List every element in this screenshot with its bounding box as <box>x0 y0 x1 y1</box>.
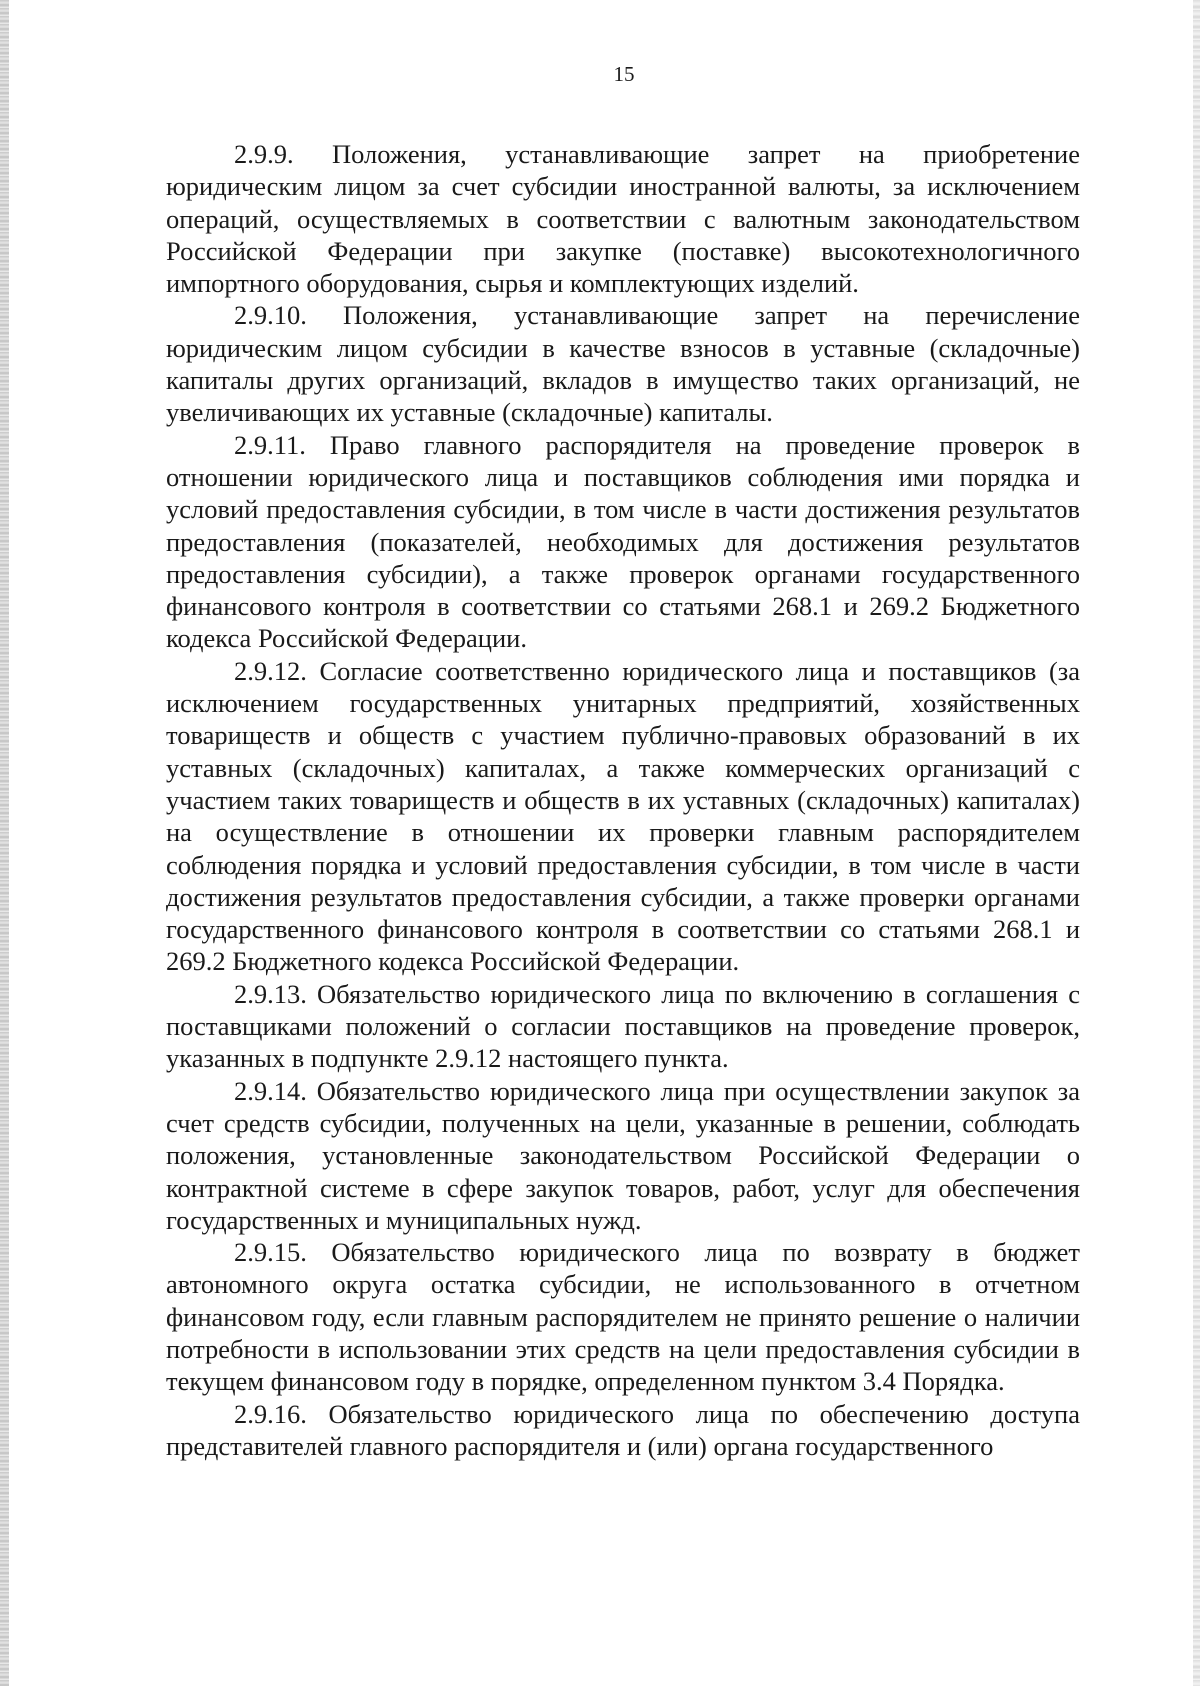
paragraph-2-9-15: 2.9.15. Обязательство юридического лица по возврату в бюджет автономного округа остатка субсидии, не использованного в отчетном финансовом году, если главным распорядителем не принято решение о наличии потребности в использовании этих средств на цели предоставления субсидии в текущем финансовом году в порядке, определенном пунктом 3.4 Порядка. <box>166 1237 1080 1397</box>
scan-edge-right <box>1193 0 1200 1686</box>
paragraph-2-9-12: 2.9.12. Согласие соответственно юридического лица и поставщиков (за исключением государственных унитарных предприятий, хозяйственных товариществ и обществ с участием публично-правовых образований в их уставных (складочных) капиталах, а также коммерческих организаций с участием таких товариществ и обществ в их уставных (складочных) капиталах) на осуществление в отношении их проверки главным распорядителем соблюдения порядка и условий предоставления субсидии, в том числе в части достижения результатов предоставления субсидии, а также проверки органами государственного финансового контроля в соответствии со статьями 268.1 и 269.2 Бюджетного кодекса Российской Федерации. <box>166 655 1080 977</box>
document-body <box>166 138 1080 1462</box>
paragraph-2-9-10: 2.9.10. Положения, устанавливающие запрет на перечисление юридическим лицом субсидии в качестве взносов в уставные (складочные) капиталы других организаций, вкладов в имущество таких организаций, не увеличивающих их уставные (складочные) капиталы. <box>166 300 1080 428</box>
paragraph-2-9-11: 2.9.11. Право главного распорядителя на проведение проверок в отношении юридического лица и поставщиков соблюдения ими порядка и условий предоставления субсидии, в том числе в части достижения результатов предоставления (показателей, необходимых для достижения результатов предоставления субсидии), а также проверок органами государственного финансового контроля в соответствии со статьями 268.1 и 269.2 Бюджетного кодекса Российской Федерации. <box>166 429 1080 654</box>
page-number: 15 <box>613 62 635 86</box>
paragraph-2-9-13: 2.9.13. Обязательство юридического лица по включению в соглашения с поставщиками положений о согласии поставщиков на проведение проверок, указанных в подпункте 2.9.12 настоящего пункта. <box>166 978 1080 1074</box>
paragraph-2-9-16: 2.9.16. Обязательство юридического лица по обеспечению доступа представителей главного распорядителя и (или) органа государственного <box>166 1398 1080 1461</box>
scan-edge-left <box>0 0 9 1686</box>
paragraph-2-9-9: 2.9.9. Положения, устанавливающие запрет на приобретение юридическим лицом за счет субсидии иностранной валюты, за исключением операций, осуществляемых в соответствии с валютным законодательством Российской Федерации при закупке (поставке) высокотехнологичного импортного оборудования, сырья и комплектующих изделий. <box>166 139 1080 299</box>
paragraph-2-9-14: 2.9.14. Обязательство юридического лица при осуществлении закупок за счет средств субсидии, полученных на цели, указанные в решении, соблюдать положения, установленные законодательством Российской Федерации о контрактной системе в сфере закупок товаров, работ, услуг для обеспечения государственных и муниципальных нужд. <box>166 1075 1080 1235</box>
